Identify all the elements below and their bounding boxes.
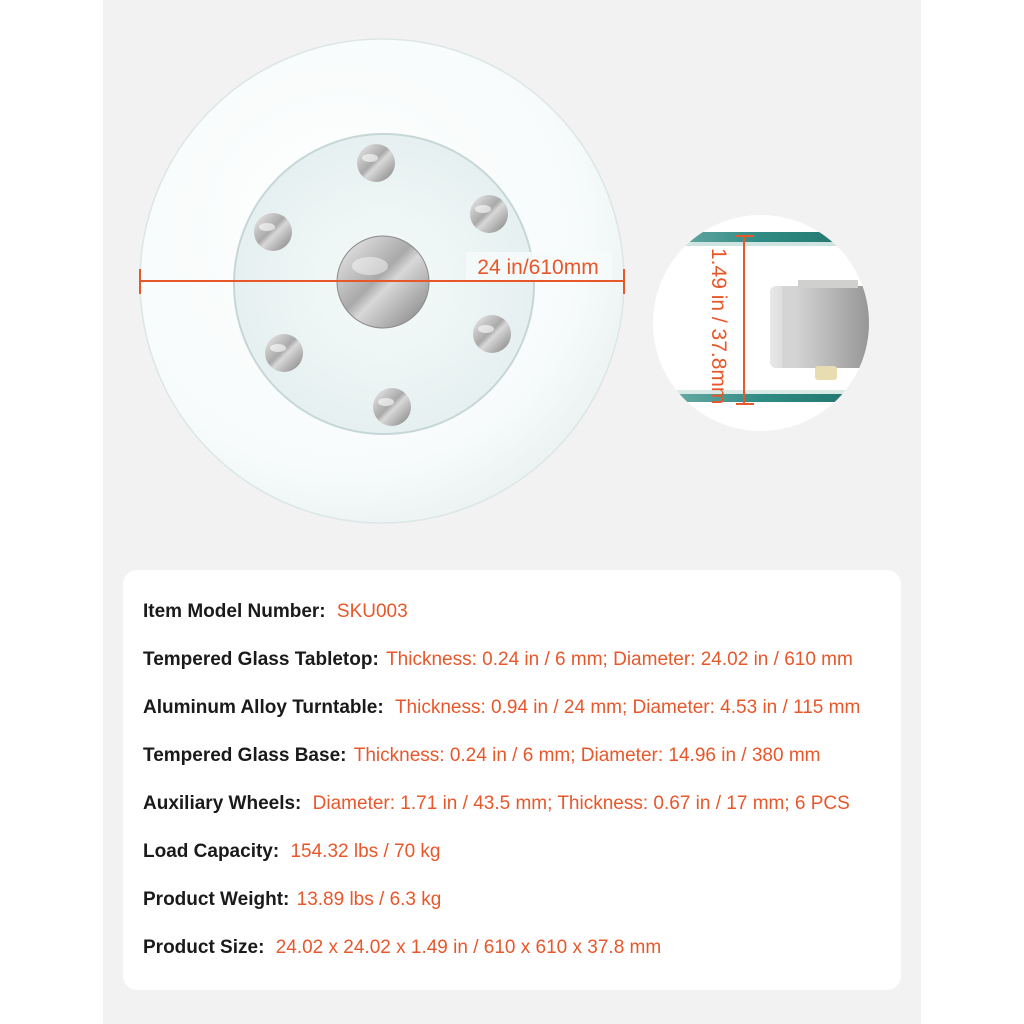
spec-label: Product Size: — [143, 937, 265, 958]
spec-label: Load Capacity: — [143, 841, 280, 862]
spec-value: Thickness: 0.94 in / 24 mm; Diameter: 4.53 in / 115 mm — [394, 697, 861, 718]
wheel-icon — [254, 213, 292, 251]
wheel-icon — [357, 144, 395, 182]
spec-label: Product Weight: — [143, 889, 290, 910]
spec-row-turntable — [143, 695, 860, 721]
spec-row-tabletop — [143, 647, 853, 673]
spec-label: Tempered Glass Tabletop: — [143, 649, 379, 670]
wheel-icon — [373, 388, 411, 426]
spec-value: Diameter: 1.71 in / 43.5 mm; Thickness: 0.67 in / 17 mm; 6 PCS — [312, 793, 850, 814]
thickness-label: 1.49 in / 37.8mm — [707, 248, 730, 405]
spec-row-base — [143, 743, 821, 769]
spec-label: Tempered Glass Base: — [143, 745, 347, 766]
spec-label: Auxiliary Wheels: — [143, 793, 302, 814]
spec-label: Aluminum Alloy Turntable: — [143, 697, 384, 718]
spec-row-size — [143, 935, 661, 961]
spec-value: Thickness: 0.24 in / 6 mm; Diameter: 14.96 in / 380 mm — [353, 745, 821, 766]
spec-row-wheels — [143, 791, 850, 817]
spec-value: 154.32 lbs / 70 kg — [290, 841, 441, 862]
spec-row-model — [143, 599, 408, 625]
spec-value: 24.02 x 24.02 x 1.49 in / 610 x 610 x 37.8 mm — [275, 937, 662, 958]
wheel-stack-icon — [770, 280, 878, 380]
spec-value: SKU003 — [336, 601, 408, 622]
spec-value: 13.89 lbs / 6.3 kg — [296, 889, 442, 910]
wheel-icon — [473, 315, 511, 353]
spec-label: Item Model Number: — [143, 601, 326, 622]
wheel-icon — [470, 195, 508, 233]
spec-row-weight — [143, 887, 441, 913]
diameter-label: 24 in/610mm — [477, 256, 599, 279]
spec-row-load — [143, 839, 440, 865]
wheel-icon — [265, 334, 303, 372]
thickness-detail — [640, 215, 880, 431]
spec-value: Thickness: 0.24 in / 6 mm; Diameter: 24.02 in / 610 mm — [386, 649, 853, 670]
specs-card — [123, 570, 901, 990]
